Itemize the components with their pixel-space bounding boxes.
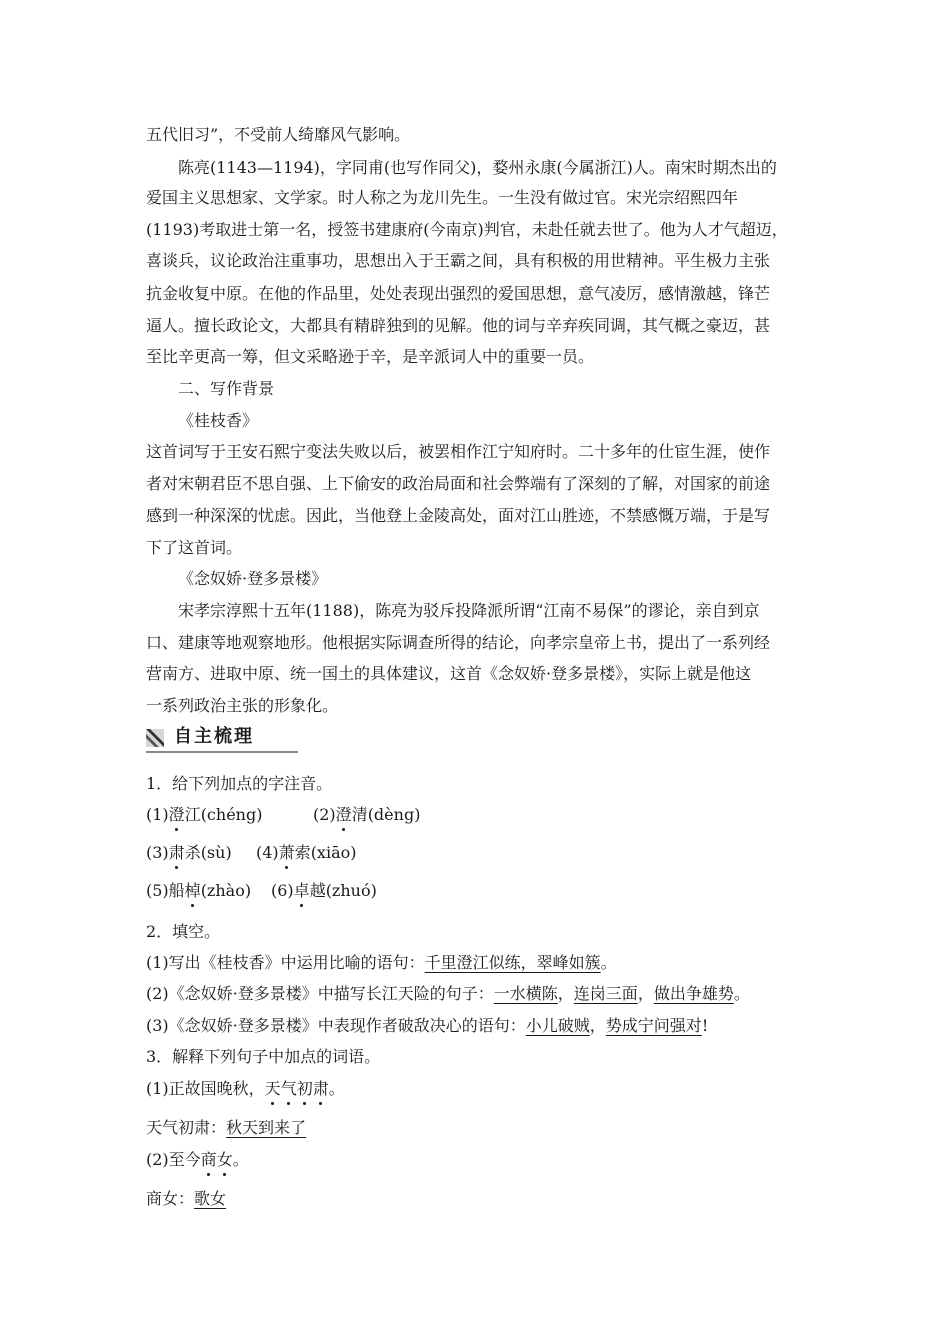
item-text: 越(zhuó): [309, 881, 377, 900]
dotted-char: 卓: [293, 881, 310, 900]
punctuation: ，: [557, 984, 574, 1003]
q1-stem: 1．给下列加点的字注音。: [146, 774, 333, 793]
q1-item-4: [256, 842, 357, 864]
q1-item-6: [271, 880, 377, 902]
poem1-para-line-1: 这首词写于王安石熙宁变法失败以后，被罢相作江宁知府时。二十多年的仕宦生涯，使作: [146, 442, 771, 461]
dotted-char: 天: [264, 1079, 281, 1098]
sentence-text: (1)正故国晚秋，: [146, 1079, 265, 1098]
dotted-char: 棹: [184, 881, 201, 900]
poem2-title: 《念奴娇·登多景楼》: [178, 569, 328, 588]
q3-sentence-2: [146, 1149, 249, 1171]
poem1-para-line-2: 者对宋朝君臣不思自强、上下偷安的政治局面和社会弊端有了深刻的了解，对国家的前途: [146, 474, 771, 493]
question-text: (2)《念奴娇·登多景楼》中描写长江天险的句子：: [146, 984, 494, 1003]
item-number: (1): [146, 805, 169, 824]
q3-stem: 3．解释下列句子中加点的词语。: [146, 1047, 381, 1066]
dotted-char: 女: [216, 1150, 233, 1169]
intro-line-3: 爱国主义思想家、文学家。时人称之为龙川先生。一生没有做过官。宋光宗绍熙四年: [146, 188, 739, 207]
item-text: (zhào): [200, 881, 252, 900]
item-text: 清(dèng): [351, 805, 421, 824]
dotted-char: 澄: [168, 805, 185, 824]
item-number: (5)船: [146, 881, 185, 900]
intro-line-6: 抗金收复中原。在他的作品里，处处表现出强烈的爱国思想，意气凌厉，感情激越，锋芒: [146, 284, 771, 303]
punctuation: !: [701, 1016, 709, 1035]
intro-line-2: 陈亮(1143—1194)，字同甫(也写作同父)，婺州永康(今属浙江)人。南宋时期杰出的: [178, 158, 777, 177]
q1-item-5: [146, 880, 251, 902]
section-header: [146, 725, 298, 753]
q3-sentence-1: [146, 1078, 345, 1100]
q2-answer-3: [146, 1015, 708, 1037]
section-title: 自主梳理: [174, 726, 254, 747]
intro-line-8: 至比辛更高一筹，但文采略逊于辛，是辛派词人中的重要一员。: [146, 347, 595, 366]
intro-line-4: (1193)考取进士第一名，授签书建康府(今南京)判官，未赴任就去世了。他为人才气超迈，: [146, 220, 788, 239]
dotted-char: 肃: [168, 843, 185, 862]
answer-text: 小儿破贼: [525, 1016, 590, 1035]
section-divider: [146, 751, 298, 753]
background-heading: 二、写作背景: [178, 379, 275, 398]
dotted-char: 初: [296, 1079, 313, 1098]
item-text: 江(chéng): [184, 805, 263, 824]
answer-text: 连岗三面: [573, 984, 638, 1003]
poem1-title: 《桂枝香》: [178, 411, 259, 430]
dotted-char: 气: [280, 1079, 297, 1098]
punctuation: ，: [637, 984, 654, 1003]
intro-line-7: 逼人。擅长政论文，大都具有精辟独到的见解。他的词与辛弃疾同调，其气概之豪迈，甚: [146, 316, 771, 335]
answer-text: 千里澄江似练，翠峰如簇: [424, 953, 601, 972]
q3-answer-1: [146, 1117, 306, 1139]
item-number: (3): [146, 843, 169, 862]
poem1-para-line-4: 下了这首词。: [146, 538, 243, 557]
poem2-para-line-1: 宋孝宗淳熙十五年(1188)，陈亮为驳斥投降派所谓“江南不易保”的谬论，亲自到京: [178, 601, 760, 620]
dotted-char: 萧: [278, 843, 295, 862]
q3-answer-2: [146, 1188, 226, 1210]
question-text: (1)写出《桂枝香》中运用比喻的语句：: [146, 953, 425, 972]
intro-line-1: 五代旧习”，不受前人绮靡风气影响。: [146, 125, 411, 144]
q1-item-2: [313, 804, 420, 826]
q2-stem: 2．填空。: [146, 922, 221, 941]
dotted-char: 商: [200, 1150, 217, 1169]
poem2-para-line-4: 一系列政治主张的形象化。: [146, 696, 339, 715]
answer-text: 歌女: [194, 1189, 227, 1208]
item-number: (2): [313, 805, 336, 824]
diagonal-mark-icon: [146, 729, 164, 747]
q2-answer-1: [146, 952, 617, 974]
punctuation: 。: [733, 984, 750, 1003]
item-number: (6): [271, 881, 294, 900]
dotted-char: 澄: [335, 805, 352, 824]
poem2-para-line-3: 营南方、进取中原、统一国土的具体建议，这首《念奴娇·登多景楼》，实际上就是他这: [146, 664, 752, 683]
q2-answer-2: [146, 983, 750, 1005]
q1-item-1: [146, 804, 262, 826]
answer-text: 势成宁问强对: [605, 1016, 702, 1035]
punctuation: ，: [589, 1016, 606, 1035]
term-label: 商女：: [146, 1189, 195, 1208]
punctuation: 。: [328, 1079, 345, 1098]
q1-item-3: [146, 842, 232, 864]
question-text: (3)《念奴娇·登多景楼》中表现作者破敌决心的语句：: [146, 1016, 526, 1035]
answer-text: 一水横陈: [493, 984, 558, 1003]
item-text: 索(xiāo): [294, 843, 357, 862]
answer-text: 秋天到来了: [226, 1118, 307, 1137]
answer-text: 做出争雄势: [653, 984, 734, 1003]
term-label: 天气初肃：: [146, 1118, 227, 1137]
poem2-para-line-2: 口、建康等地观察地形。他根据实际调查所得的结论，向孝宗皇帝上书，提出了一系列经: [146, 633, 771, 652]
punctuation: 。: [232, 1150, 249, 1169]
punctuation: 。: [600, 953, 617, 972]
dotted-char: 肃: [312, 1079, 329, 1098]
sentence-text: (2)至今: [146, 1150, 201, 1169]
poem1-para-line-3: 感到一种深深的忧虑。因此，当他登上金陵高处，面对江山胜迹，不禁感慨万端，于是写: [146, 506, 771, 525]
item-text: 杀(sù): [184, 843, 232, 862]
item-number: (4): [256, 843, 279, 862]
intro-line-5: 喜谈兵，议论政治注重事功，思想出入于王霸之间，具有积极的用世精神。平生极力主张: [146, 251, 771, 270]
